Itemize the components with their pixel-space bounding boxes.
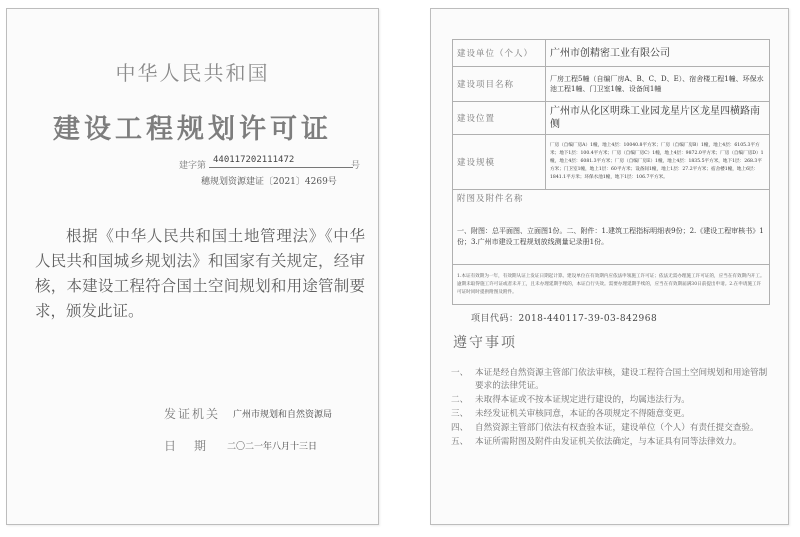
certificate-number: 440117202111472 bbox=[209, 155, 353, 168]
note-text: 未经发证机关审核同意，本证的各项规定不得随意变更。 bbox=[475, 409, 690, 419]
notes-list bbox=[451, 367, 773, 450]
permit-title: 建设工程规划许可证 bbox=[53, 114, 332, 145]
attachments-cell bbox=[453, 190, 770, 265]
list-item bbox=[451, 408, 773, 421]
note-number: 一、 bbox=[451, 368, 469, 378]
list-item bbox=[451, 394, 773, 407]
permit-info-table bbox=[452, 39, 770, 305]
certificate-number-row bbox=[179, 155, 361, 171]
table-row bbox=[453, 135, 770, 190]
table-row bbox=[453, 265, 770, 305]
location-label: 建设位置 bbox=[453, 102, 546, 135]
project-name-label: 建设项目名称 bbox=[453, 67, 546, 102]
table-row bbox=[453, 40, 770, 67]
note-number: 五、 bbox=[451, 437, 469, 447]
permit-details-page bbox=[430, 8, 789, 525]
list-item bbox=[451, 436, 773, 449]
date-label: 日期 bbox=[164, 439, 225, 453]
attachments-value: 一、附图：总平面图、立面图1份。二、附件：1.建筑工程指标明细表9份；2.《建设工程审核书》1份；3.广州市建设工程规划放线测量记录册1份。 bbox=[457, 227, 764, 246]
location-value: 广州市从化区明珠工业园龙星片区龙星四横路南侧 bbox=[546, 102, 770, 135]
approval-number: 穗规划资源建证〔2021〕4269号 bbox=[201, 177, 337, 187]
validity-notice: 1.本证有效期为一年，有效期从证上发证日期起计算。建设单位在有效期内应依法申领施工许可证；依法无需办理施工许可证的，应当在有效期内开工。逾期未取得施工许可证或者未开工，且未办理延期手续的，本证自行失效。需要办理延期手续的，应当在有效期届满30日前提出申请。2.在申请施工许可证时同时提供附图及附件。 bbox=[453, 265, 770, 305]
issue-date: 二〇二一年八月十三日 bbox=[227, 442, 318, 452]
note-text: 本证所需附图及附件由发证机关依法确定，与本证具有同等法律效力。 bbox=[475, 437, 742, 447]
attachments-label: 附图及附件名称 bbox=[457, 194, 524, 204]
table-row bbox=[453, 102, 770, 135]
note-text: 未取得本证或不按本证规定进行建设的，均属违法行为。 bbox=[475, 395, 690, 405]
table-row bbox=[453, 190, 770, 265]
list-item bbox=[451, 422, 773, 435]
note-number: 二、 bbox=[451, 395, 469, 405]
notes-title: 遵守事项 bbox=[453, 335, 517, 351]
project-name-value: 厂房工程5幢（自编厂房A、B、C、D、E）、宿舍楼工程1幢、环保水池工程1幢、门卫室1幢、设备间1幢 bbox=[546, 67, 770, 102]
project-code: 项目代码：2018-440117-39-03-842968 bbox=[471, 314, 658, 324]
table-row bbox=[453, 67, 770, 102]
builder-value: 广州市创精密工业有限公司 bbox=[546, 40, 770, 67]
note-text: 自然资源主管部门依法有权查验本证，建设单位（个人）有责任提交查验。 bbox=[475, 423, 759, 433]
certificate-number-suffix: 号 bbox=[351, 161, 361, 171]
note-text: 本证是经自然资源主管部门依法审核，建设工程符合国土空间规划和用途管制要求的法律凭证。 bbox=[475, 368, 768, 391]
issuer-label: 发证机关 bbox=[164, 407, 221, 421]
country-name: 中华人民共和国 bbox=[115, 61, 270, 85]
list-item bbox=[451, 367, 773, 393]
scale-value: 厂房（自编厂房A）1幢，地上4层：10040.8平方米；厂房（自编厂房B）1幢，地上4层：6105.3平方米；地下1层：100.4平方米；厂房（自编厂房C）1幢，地上4层：9872.0平方米；厂房（自编厂房D）1幢，地上4层：6081.3平方米；厂房（自编厂房E）1幢，地上4层：1835.5平方米，地下1层：268.3平方米；门卫室1幢，地上1层：60平方米；设备间1幢，地上1层：27.2平方米；宿舍楼1幢，地上6层：1841.1平方米；环保水池1幢，地下1层：106.7平方米。 bbox=[546, 135, 770, 190]
note-number: 四、 bbox=[451, 423, 469, 433]
issuer-name: 广州市规划和自然资源局 bbox=[233, 410, 333, 420]
permit-cover-page bbox=[6, 8, 379, 525]
scale-label: 建设规模 bbox=[453, 135, 546, 190]
permit-statement: 根据《中华人民共和国土地管理法》《中华人民共和国城乡规划法》和国家有关规定，经审核，本建设工程符合国土空间规划和用途管制要求，颁发此证。 bbox=[35, 227, 365, 320]
note-number: 三、 bbox=[451, 409, 469, 419]
certificate-number-label: 建字第 bbox=[179, 161, 207, 171]
builder-label: 建设单位（个人） bbox=[453, 40, 546, 67]
